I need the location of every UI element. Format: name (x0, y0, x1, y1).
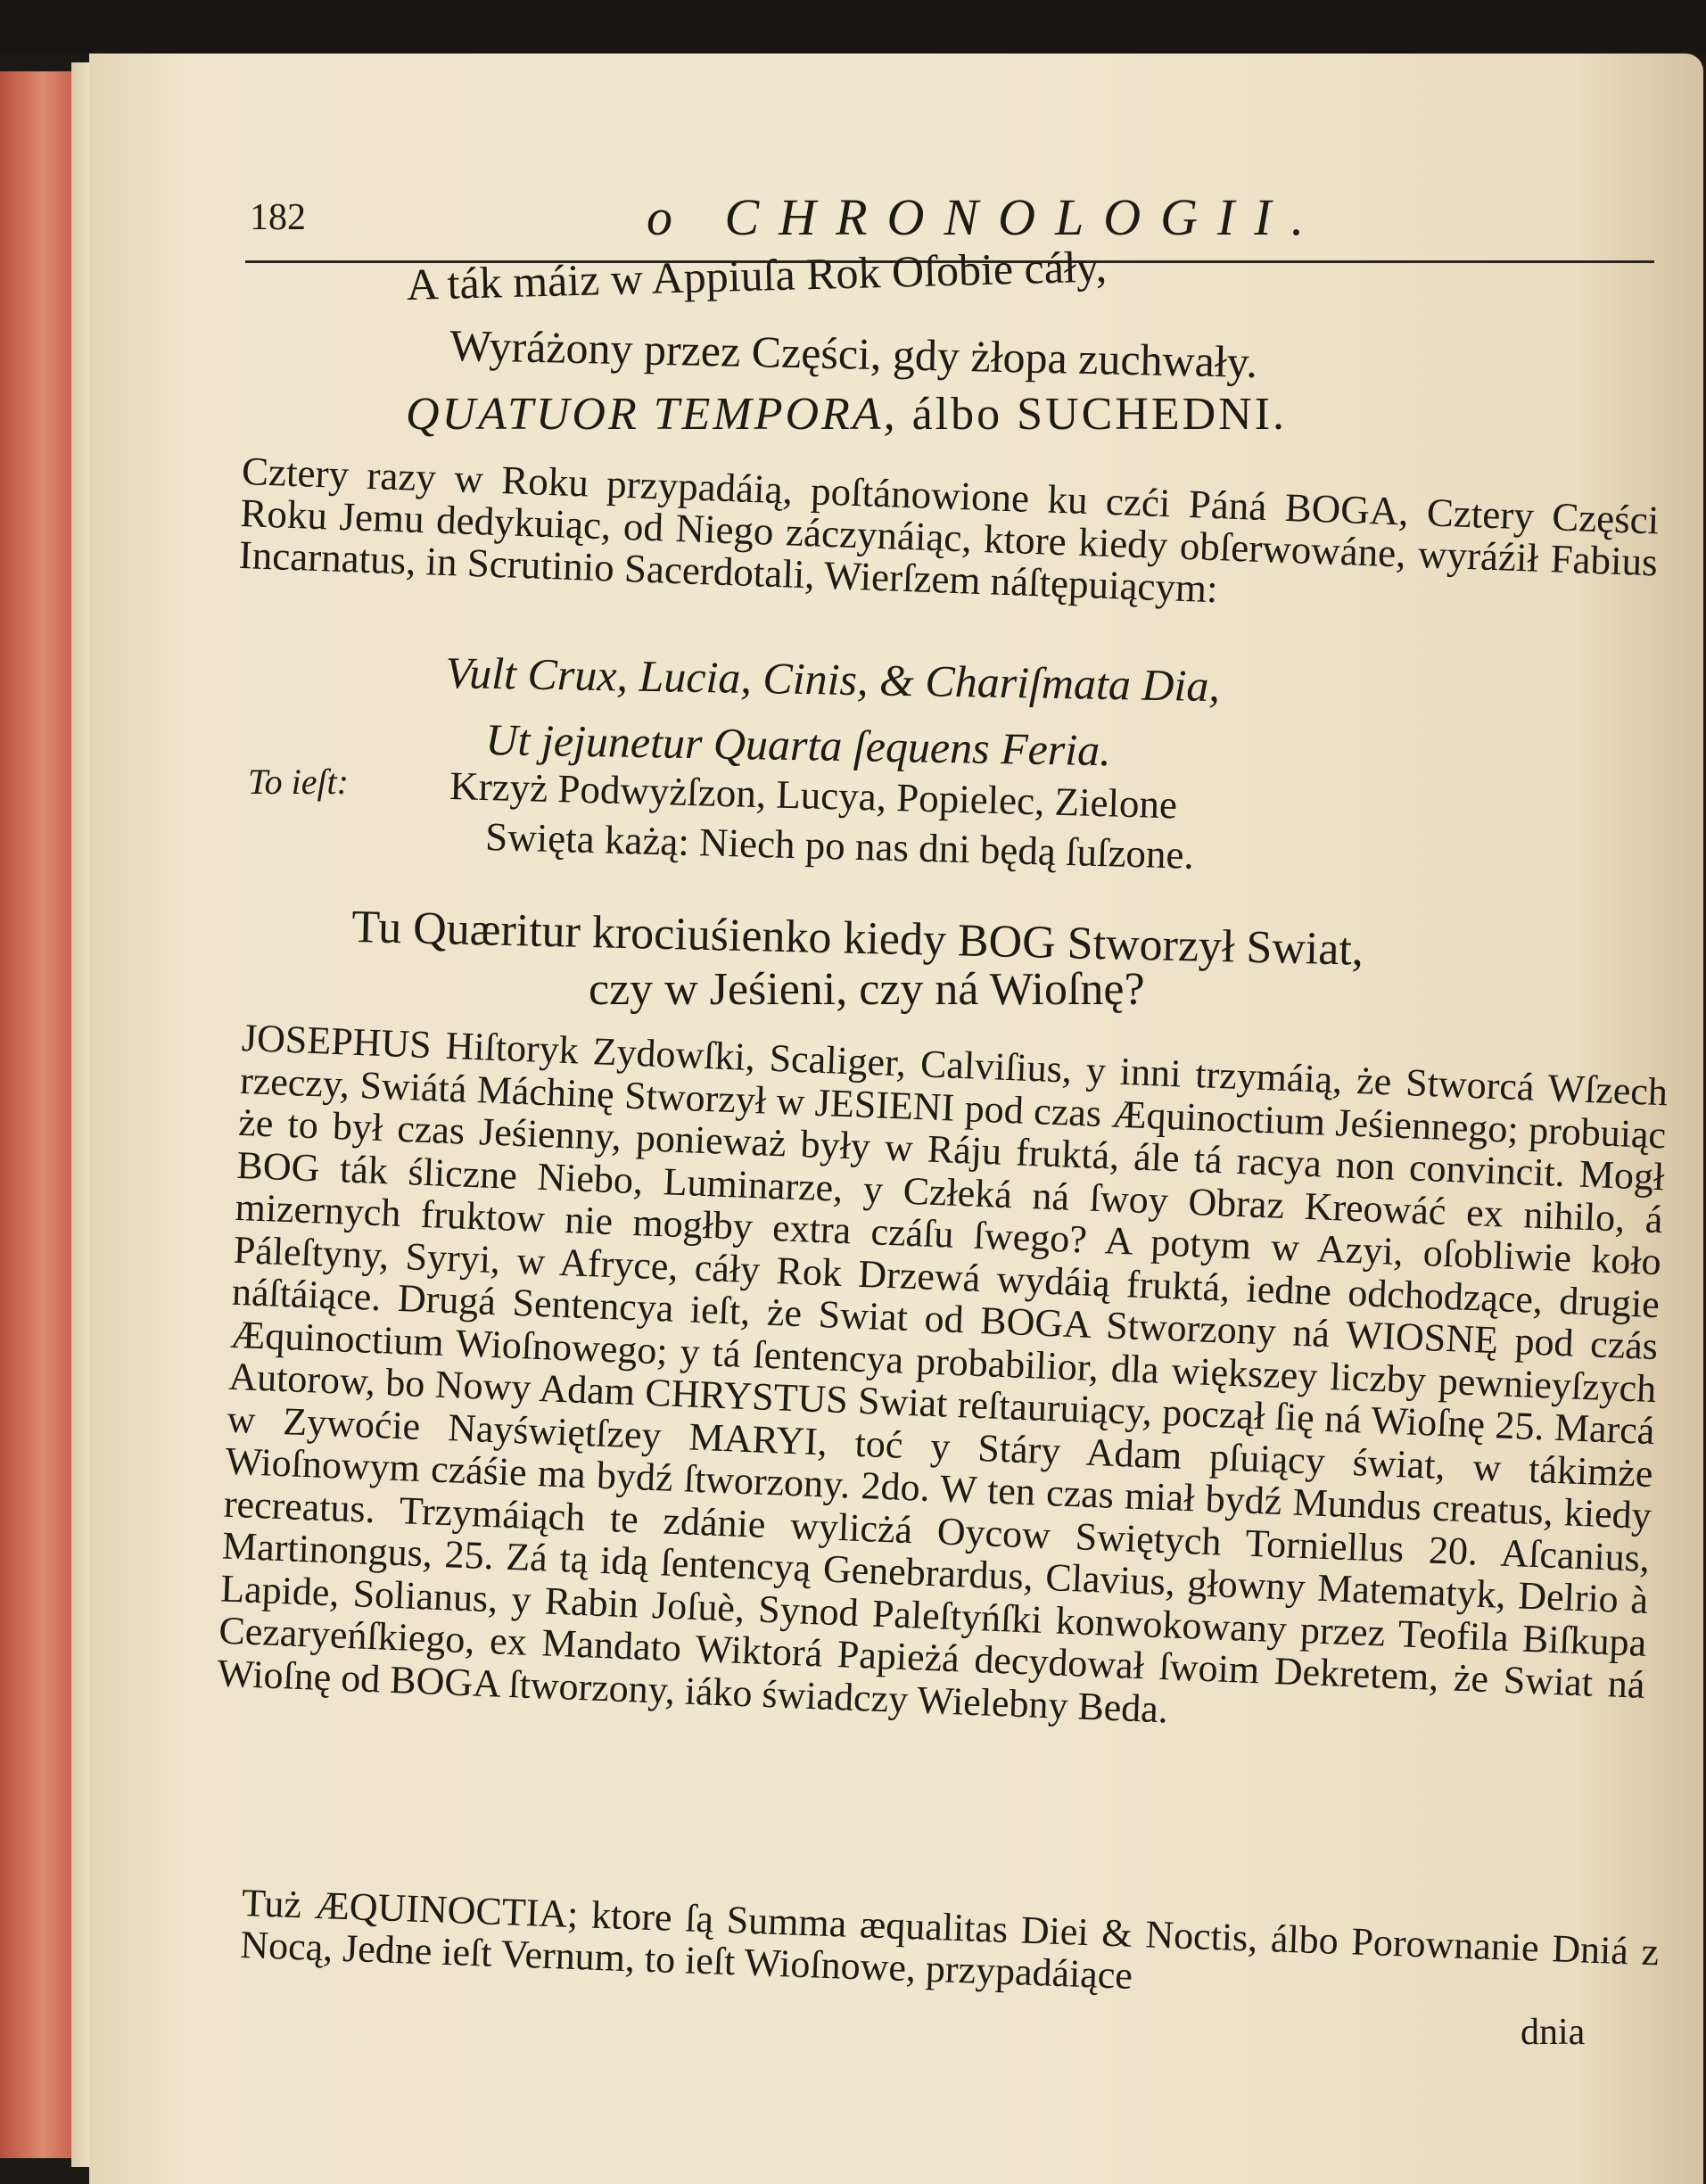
latin-verse-line-2: Ut jejunetur Quarta ſequens Feria. (485, 713, 1112, 776)
heading-polish: SUCHEDNI. (1017, 389, 1288, 440)
page-number: 182 (250, 197, 306, 238)
translation-label: To ieſt: (248, 762, 349, 802)
section-heading (406, 388, 1287, 441)
translation-line-2: Swięta każą: Niech po nas dni będą ſuſzone. (484, 813, 1195, 878)
paragraph-creation: JOSEPHUS Hiſtoryk Zydowſki, Scaliger, Calviſius, y inni trzymáią, że Stworcá Wſzech rzeczy, Swiátá Máchinę Stworzył w JESIENI pod czas Æquinoctium Jeśiennego; probuiąc że to był czas Jeśienny, ponieważ były w Ráju fruktá, ále tá racya non convincit. Mogł BOG ták śliczne Niebo, Luminarze, y Człeká ná ſwoy Obraz Kreowáć ex nihilo, á mizernych fruktow nie mogłby extra czáſu ſwego? A potym w Azyi, oſobliwie koło Páleſtyny, Syryi, w Afryce, cáły Rok Drzewá wydáią fruktá, iedne odchodzące, drugie náſtáiące. Drugá Sentencya ieſt, że Swiat od BOGA Stworzony ná WIOSNĘ pod czás Æquinoctium Wioſnowego; y tá ſentencya probabilior, dla większey liczby pewnieyſzych Autorow, bo Nowy Adam CHRYSTUS Swiat reſtauruiący, począł ſię ná Wioſnę 25. Marcá w Zywoćie Nayświętſzey MARYI, toć y Stáry Adam pſuiący świat, w tákimże Wioſnowym czáśie ma bydź ſtworzony. 2do. W ten czas miał bydź Mundus creatus, kiedy recreatus. Trzymáiąch te zdánie wylicżá Oycow Swiętych Torniellus 20. Aſcanius, Martinongus, 25. Zá tą idą ſentencyą Genebrardus, Clavius, głowny Matematyk, Delrio à Lapide, Solianus, y Rabin Joſuè, Synod Paleſtyńſki konwokowany przez Teofila Biſkupa Cezaryeńſkiego, ex Mandato Wiktorá Papieżá decydował ſwoim Dekretem, że Swiat ná Wioſnę od BOGA ſtworzony, iáko świadczy Wielebny Beda. (216, 1016, 1669, 1731)
translation-line-1: Krzyż Podwyżſzon, Lucya, Popielec, Zielone (449, 762, 1178, 828)
book-page (89, 54, 1703, 2184)
running-title: o CHRONOLOGII. (647, 188, 1324, 246)
heading-connector: álbo (911, 389, 1003, 440)
heading-latin: QUATUOR TEMPORA, (406, 389, 898, 440)
verse-line-1: A ták máiz w Appiuſa Rok Oſobie cáły, (406, 241, 1108, 309)
paragraph-equinox: Tuż ÆQUINOCTIA; ktore ſą Summa æqualitas Diei & Noctis, álbo Porownanie Dniá z Nocą, Jedne ieſt Vernum, to ieſt Wioſnowe, przypadáiące (239, 1881, 1661, 1998)
paragraph-ember-days: Cztery razy w Roku przypadáią, poſtánowione ku czći Páná BOGA, Cztery Części Roku Jemu dedykuiąc, od Niego záczynáiąc, ktore kiedy obſerwowáne, wyráźił Fabius Incarnatus, in Scrutinio Sacerdotali, Wierſzem náſtępuiącym: (238, 449, 1661, 612)
catchword: dnia (1521, 2012, 1586, 2053)
latin-verse-line-1: Vult Crux, Lucia, Cinis, & Chariſmata Dia, (445, 647, 1221, 712)
page-gutter (71, 62, 91, 2167)
page-edges (0, 71, 71, 2158)
question-line-2: czy w Jeśieni, czy ná Wioſnę? (589, 964, 1145, 1015)
verse-line-2: Wyráżony przez Części, gdy żłopa zuchwały. (449, 319, 1258, 387)
question-line-1: Tu Quæritur krociuśienko kiedy BOG Stworzył Swiat, (350, 901, 1364, 976)
book-scan (0, 54, 1706, 2184)
